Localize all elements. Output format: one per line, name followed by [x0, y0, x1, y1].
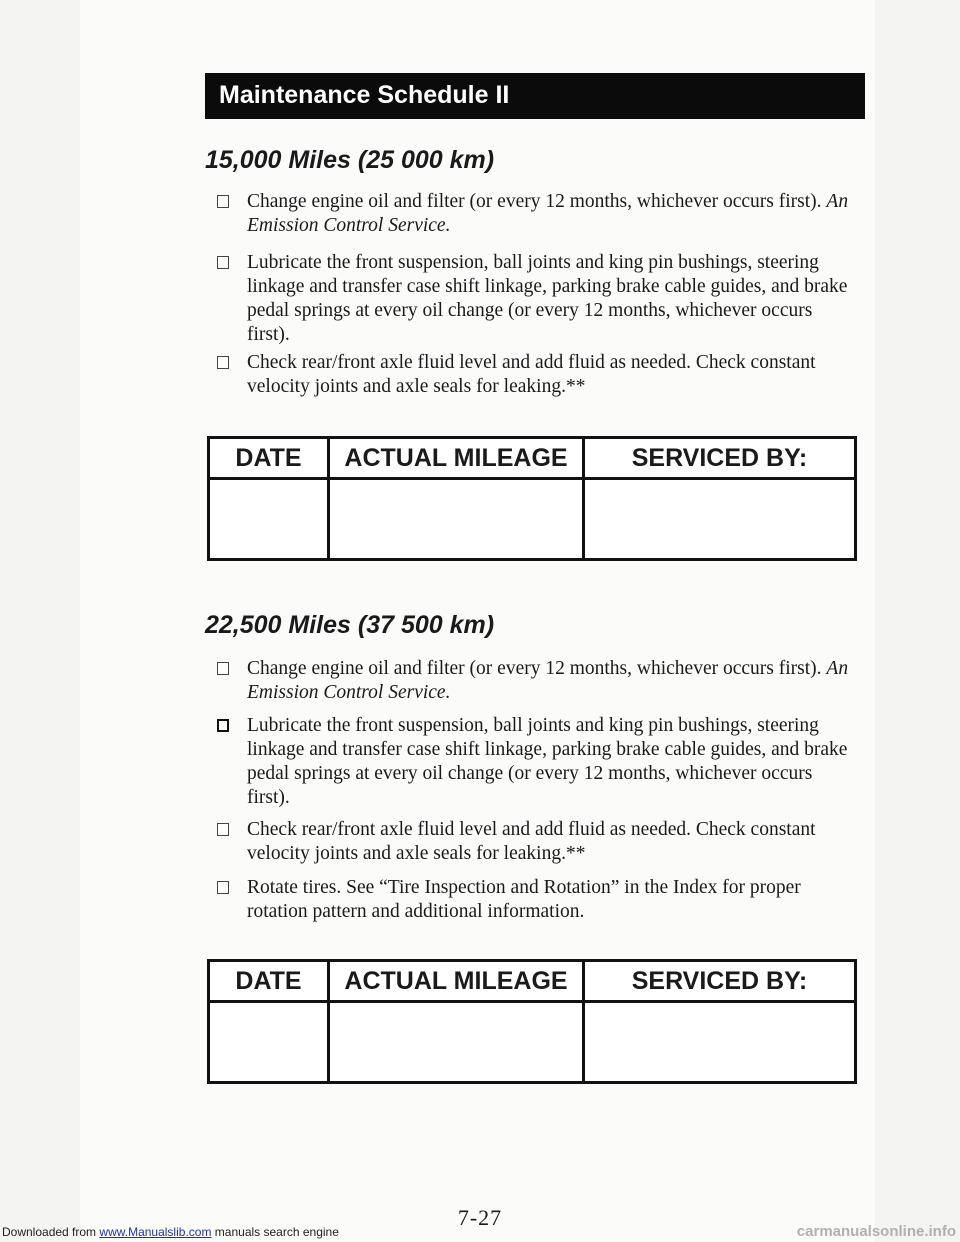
checklist-item — [217, 351, 857, 399]
col-mileage-header: ACTUAL MILEAGE — [330, 962, 585, 1000]
checklist-item — [217, 876, 857, 924]
checklist-item — [217, 251, 857, 347]
checklist-item — [217, 190, 857, 238]
section-title-15000: 15,000 Miles (25 000 km) — [205, 146, 495, 174]
manualslib-link[interactable]: www.Manualslib.com — [99, 1225, 212, 1239]
col-serviced-header: SERVICED BY: — [631, 967, 808, 995]
serviced-by-cell[interactable] — [585, 480, 854, 561]
footer-prefix: Downloaded from — [2, 1225, 97, 1239]
service-log-table — [207, 436, 857, 561]
page-title: Maintenance Schedule II — [219, 81, 510, 109]
item-note: An Emission Control Service. — [247, 191, 849, 236]
mileage-cell[interactable] — [330, 480, 585, 561]
mileage-cell[interactable] — [330, 1003, 585, 1084]
checkbox[interactable] — [217, 823, 229, 836]
col-mileage-header: ACTUAL MILEAGE — [330, 439, 585, 477]
item-text: Check rear/front axle fluid level and add fluid as needed. Check constant velocity joints and axle seals for leaking.** — [247, 352, 816, 397]
checkbox[interactable] — [217, 719, 229, 732]
item-text: Check rear/front axle fluid level and add fluid as needed. Check constant velocity joints and axle seals for leaking.** — [247, 819, 816, 864]
item-text: Change engine oil and filter (or every 12 months, whichever occurs first). — [247, 191, 822, 212]
checkbox[interactable] — [217, 195, 229, 208]
checklist-item — [217, 657, 857, 705]
serviced-by-cell[interactable] — [585, 1003, 854, 1084]
page-number: 7-27 — [457, 1205, 503, 1230]
checkbox[interactable] — [217, 881, 229, 894]
item-text: Lubricate the front suspension, ball joints and king pin bushings, steering linkage and transfer case shift linkage, parking brake cable guides, and brake pedal springs at every oil change (or every 12 months, whichever occurs first). — [247, 715, 848, 808]
item-note: An Emission Control Service. — [247, 658, 849, 703]
checkbox[interactable] — [217, 662, 229, 675]
col-date-header: DATE — [210, 439, 330, 477]
section-title-22500: 22,500 Miles (37 500 km) — [205, 611, 495, 639]
item-text: Change engine oil and filter (or every 12 months, whichever occurs first). — [247, 658, 822, 679]
date-cell[interactable] — [210, 1003, 330, 1084]
col-serviced-header: SERVICED BY: — [631, 444, 808, 472]
watermark: carmanualsonline.info — [796, 1223, 956, 1240]
col-date-header: DATE — [210, 962, 330, 1000]
checkbox[interactable] — [217, 256, 229, 269]
service-log-table — [207, 959, 857, 1084]
checkbox[interactable] — [217, 356, 229, 369]
item-text: Lubricate the front suspension, ball joints and king pin bushings, steering linkage and transfer case shift linkage, parking brake cable guides, and brake pedal springs at every oil change (or every 12 months, whichever occurs first). — [247, 252, 848, 345]
checklist-item — [217, 818, 857, 866]
item-text: Rotate tires. See “Tire Inspection and Rotation” in the Index for proper rotation pattern and additional information. — [247, 877, 801, 922]
header-bar — [205, 73, 865, 119]
footer — [0, 1223, 960, 1242]
checklist-item — [217, 714, 857, 810]
date-cell[interactable] — [210, 480, 330, 561]
footer-suffix: manuals search engine — [214, 1225, 339, 1239]
